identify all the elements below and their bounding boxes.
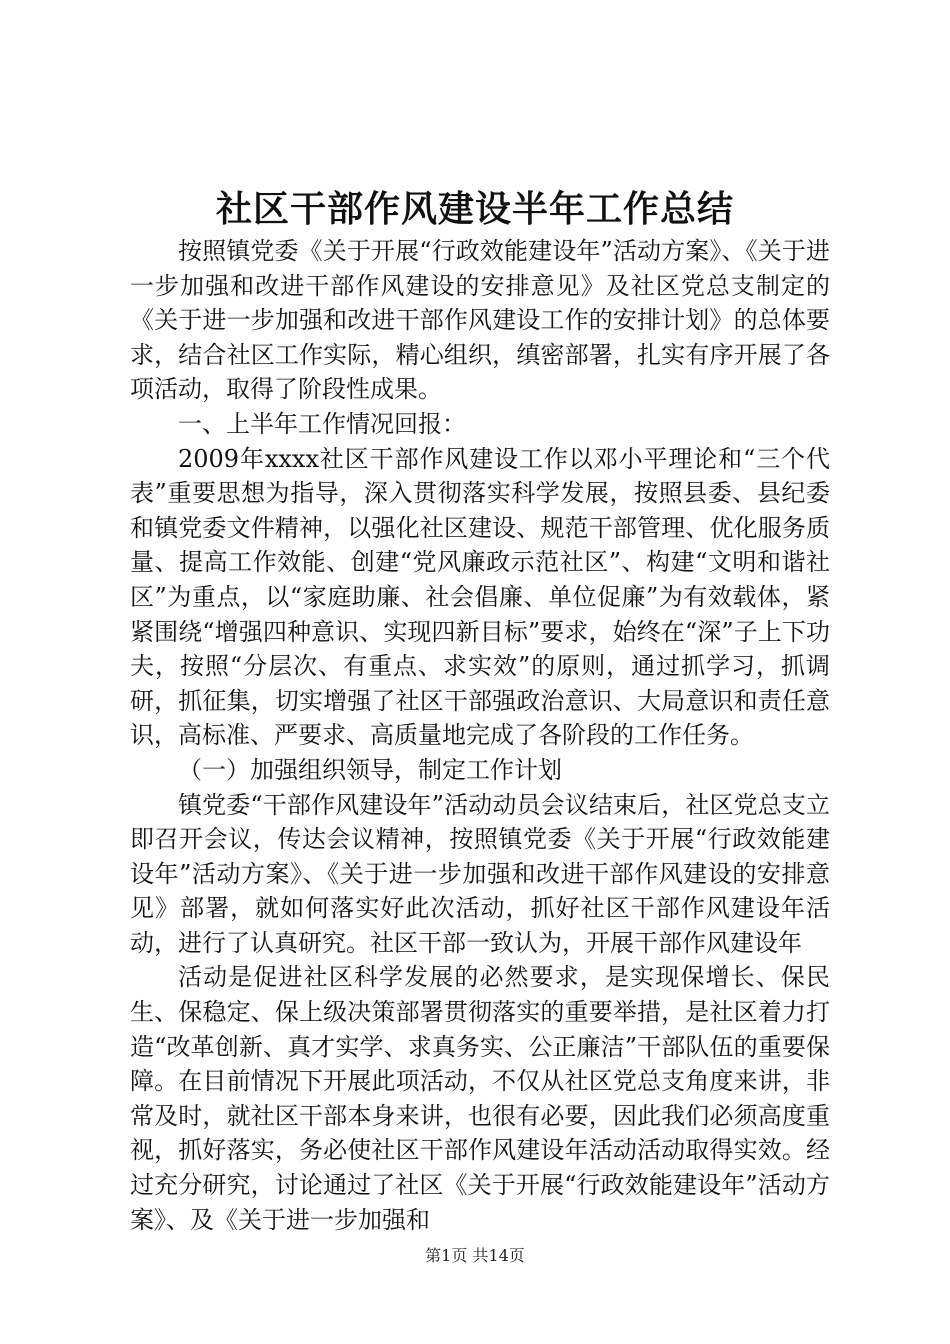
paragraph-activity: 活动是促进社区科学发展的必然要求，是实现保增长、保民生、保稳定、保上级决策部署贯彻落实的重要举措，是社区着力打造“改革创新、真才实学、求真务实、公正廉洁”干部队伍的重要保障。在目前情况下开展此项活动，不仅从社区党总支角度来讲，非常及时，就社区干部本身来讲，也很有必要，因此我们必须高度重视，抓好落实，务必使社区干部作风建设年活动活动取得实效。经过充分研究，讨论通过了社区《关于开展“行政效能建设年”活动方案》、及《关于进一步加强和: [130, 963, 830, 1234]
paragraph-2009-overview: 2009年xxxx社区干部作风建设工作以邓小平理论和“三个代表”重要思想为指导，深入贯彻落实科学发展，按照县委、县纪委和镇党委文件精神，以强化社区建设、规范干部管理、优化服务质量、提高工作效能、创建“党风廉政示范社区”、构建“文明和谐社区”为重点，以“家庭助廉、社会倡廉、单位促廉”为有效载体，紧紧围绕“增强四种意识、实现四新目标”要求，始终在“深”子上下功夫，按照“分层次、有重点、求实效”的原则，通过抓学习，抓调研，抓征集，切实增强了社区干部强政治意识、大局意识和责任意识，高标准、严要求、高质量地完成了各阶段的工作任务。: [130, 444, 830, 750]
document-title: 社区干部作风建设半年工作总结: [215, 188, 734, 230]
paragraph-meeting: 镇党委“干部作风建设年”活动动员会议结束后，社区党总支立即召开会议，传达会议精神，按照镇党委《关于开展“行政效能建设年”活动方案》、《关于进一步加强和改进干部作风建设的安排意见》部署，就如何落实好此次活动，抓好社区干部作风建设年活动，进行了认真研究。社区干部一致认为，开展干部作风建设年: [130, 790, 830, 957]
paragraph-intro: 按照镇党委《关于开展“行政效能建设年”活动方案》、《关于进一步加强和改进干部作风建设的安排意见》及社区党总支制定的《关于进一步加强和改进干部作风建设工作的安排计划》的总体要求，结合社区工作实际，精心组织，缜密部署，扎实有序开展了各项活动，取得了阶段性成果。: [130, 237, 830, 404]
page-number-footer: 第1页 共14页: [425, 1246, 525, 1265]
document-body: [130, 234, 830, 1237]
subsection-heading-organization: （一）加强组织领导，制定工作计划: [178, 755, 562, 784]
section-heading-review: 一、上半年工作情况回报：: [178, 409, 466, 438]
